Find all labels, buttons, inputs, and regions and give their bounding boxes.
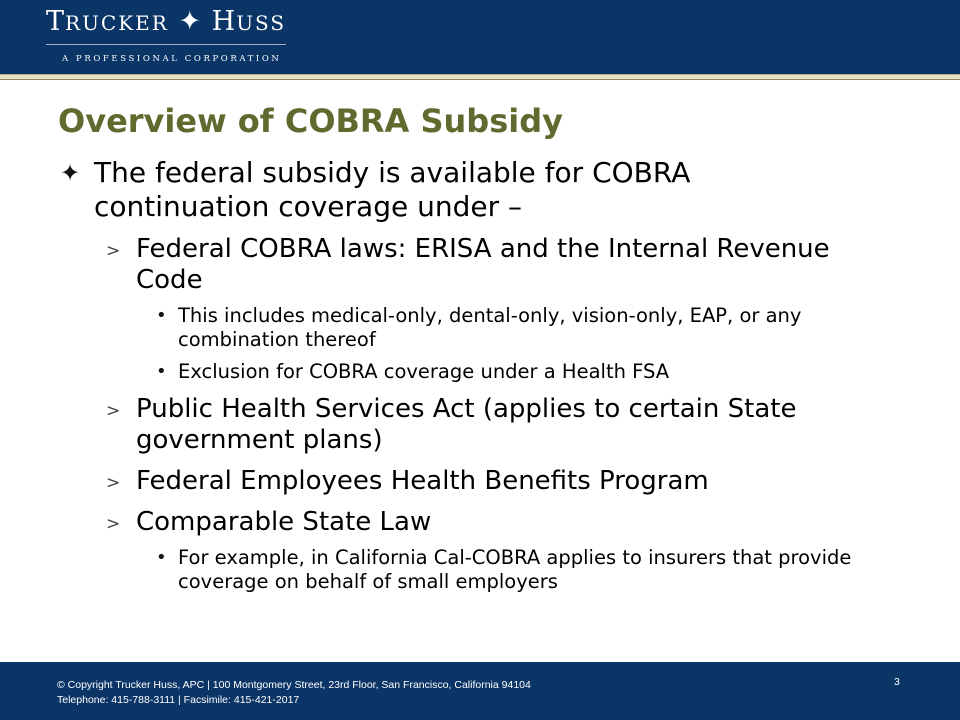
slide-content: [0, 156, 960, 594]
chevron-bullet-icon: >: [106, 473, 121, 493]
chevron-bullet-icon: >: [106, 401, 121, 421]
bullet-level-2: [0, 234, 836, 296]
bullet-text: Exclusion for COBRA coverage under a Health FSA: [178, 360, 670, 383]
footer-phone-line: Telephone: 415-788-3111 | Facsimile: 415-421-2017: [57, 694, 300, 706]
bullet-text: This includes medical-only, dental-only, vision-only, EAP, or any combination thereof: [178, 304, 802, 351]
logo-rest-huss: USS: [236, 11, 287, 35]
bullet-level-3: [0, 360, 898, 384]
dot-bullet-icon: •: [156, 547, 167, 568]
chevron-bullet-icon: >: [106, 241, 121, 261]
footer-address-line: © Copyright Trucker Huss, APC | 100 Montgomery Street, 23rd Floor, San Francisco, California 94104: [57, 679, 531, 691]
bullet-level-2: [0, 394, 836, 456]
slide-title: Overview of COBRA Subsidy: [58, 102, 563, 140]
bullet-level-3: [0, 546, 898, 594]
logo-initial-h: H: [211, 6, 237, 37]
bullet-level-2: [0, 466, 836, 497]
logo-star-icon: ✦: [178, 6, 203, 37]
star-bullet-icon: ✦: [60, 159, 81, 187]
header-bar: [0, 0, 960, 74]
bullet-text: Comparable State Law: [136, 507, 432, 537]
bullet-text: The federal subsidy is available for COBRA continuation coverage under –: [94, 156, 691, 223]
bullet-text: Federal COBRA laws: ERISA and the Internal Revenue Code: [136, 234, 830, 295]
dot-bullet-icon: •: [156, 305, 167, 326]
bullet-level-3: [0, 304, 898, 352]
logo-rest-trucker: RUCKER: [65, 11, 169, 35]
chevron-bullet-icon: >: [106, 514, 121, 534]
logo-divider: [46, 44, 286, 45]
bullet-level-2: [0, 507, 836, 538]
page-number: 3: [894, 676, 900, 688]
dot-bullet-icon: •: [156, 361, 167, 382]
logo-subtitle: A PROFESSIONAL CORPORATION: [62, 54, 282, 64]
bullet-text: Federal Employees Health Benefits Program: [136, 466, 709, 496]
header-rule: [0, 74, 960, 80]
bullet-text: For example, in California Cal-COBRA applies to insurers that provide coverage on behalf of small employers: [178, 546, 852, 593]
logo-wordmark: [46, 6, 290, 37]
logo-initial-t: T: [46, 6, 66, 37]
bullet-text: Public Health Services Act (applies to certain State government plans): [136, 394, 797, 455]
bullet-level-1: [0, 156, 754, 224]
footer-copyright: [57, 678, 531, 708]
footer-bar: [0, 662, 960, 720]
